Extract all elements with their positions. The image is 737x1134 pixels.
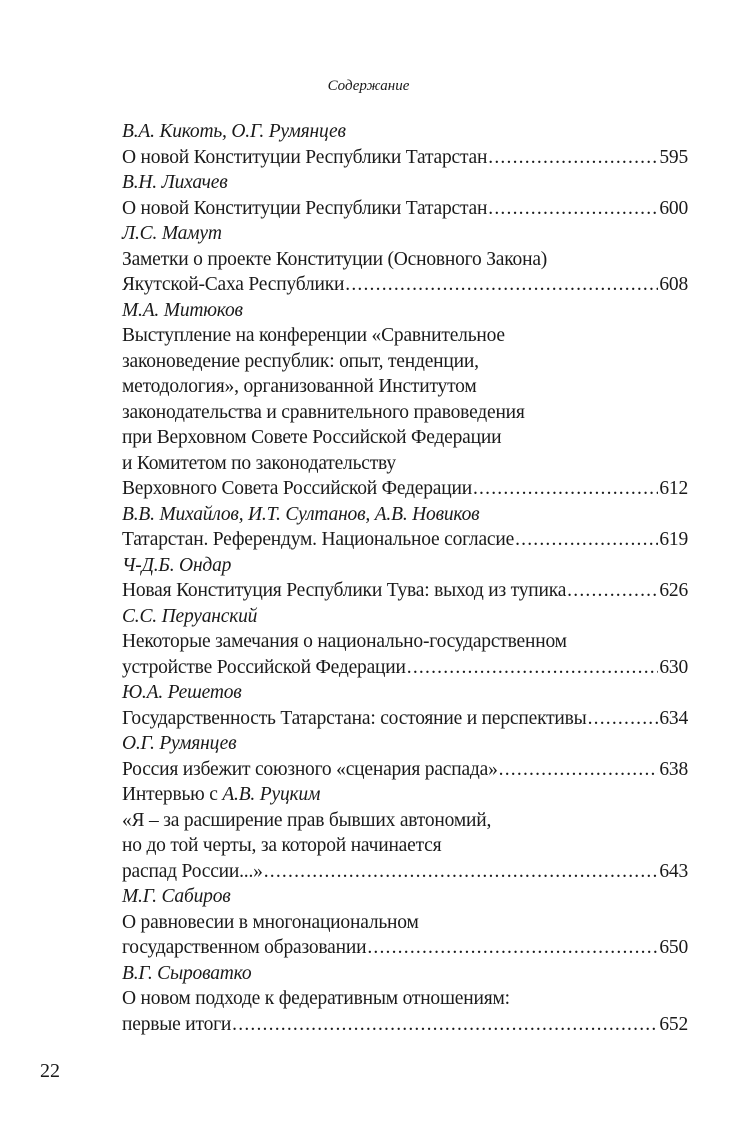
entry-title-last-line [122,272,688,298]
entry-author: В.Г. Сыроватко [122,962,252,984]
toc-entry[interactable] [122,680,688,731]
entry-title-text: распад России...» [122,860,263,882]
author-prefix: Интервью с [122,784,223,805]
table-of-contents [122,119,688,1037]
dot-leader [488,145,658,171]
toc-entry[interactable] [122,884,688,961]
entry-author-line [122,782,688,808]
entry-page-number[interactable]: 638 [659,758,688,780]
entry-author: Ю.А. Решетов [122,682,242,703]
toc-entry[interactable] [122,221,688,298]
dot-leader [473,476,658,502]
toc-entry[interactable] [122,298,688,502]
entry-title-last-line [122,757,688,783]
entry-author: О.Г. Румянцев [122,733,237,754]
entry-title-last-line [122,655,688,681]
page-number: 22 [40,1060,60,1082]
entry-title-text: устройстве Российской Федерации [122,656,406,678]
running-header: Содержание [327,78,410,94]
entry-title-line: законоведение республик: опыт, тенденции, [122,350,479,372]
entry-author: В.А. Кикоть, О.Г. Румянцев [122,121,346,142]
toc-entry[interactable] [122,119,688,170]
entry-author: В.В. Михайлов, И.Т. Султанов, А.В. Новиков [122,503,480,525]
entry-author: Л.С. Мамут [122,223,222,244]
entry-page-number[interactable]: 600 [659,197,688,219]
entry-author: В.Н. Лихачев [122,172,228,193]
toc-entry[interactable] [122,731,688,782]
entry-title-last-line [122,1012,688,1038]
entry-author-line [122,731,688,757]
entry-page-number[interactable]: 626 [659,580,688,601]
toc-entry[interactable] [122,782,688,884]
toc-entry[interactable] [122,961,688,1038]
entry-title-line: но до той черты, за которой начинается [122,835,442,856]
dot-leader [345,272,658,298]
entry-author-line [122,961,688,987]
entry-title-last-line [122,706,688,732]
entry-author-line [122,884,688,910]
entry-title-text: Якутской-Саха Республики [122,274,345,295]
dot-leader [367,935,658,961]
entry-title-line: О новом подходе к федеративным отношениям: [122,988,510,1009]
toc-entry[interactable] [122,604,688,681]
entry-page-number[interactable]: 612 [659,478,688,499]
entry-title-last-line [122,196,688,222]
entry-author-line [122,502,688,528]
dot-leader [264,859,659,885]
toc-entry[interactable] [122,170,688,221]
entry-title-text: Новая Конституция Республики Тува: выход из тупика [122,580,567,601]
entry-title-line: Выступление на конференции «Сравнительное [122,325,505,346]
entry-author: М.А. Митюков [122,299,243,321]
entry-title-line: методология», организованной Институтом [122,376,477,397]
entry-page-number[interactable]: 650 [659,937,688,958]
dot-leader [407,655,659,681]
entry-title-last-line [122,935,688,961]
entry-title-line: законодательства и сравнительного правоведения [122,401,525,423]
entry-author: Ч-Д.Б. Ондар [122,554,232,576]
entry-author: А.В. Руцким [222,784,321,805]
entry-title-last-line [122,145,688,171]
entry-author-line [122,170,688,196]
entry-title-text: государственном образовании [122,937,367,958]
entry-title-last-line [122,578,688,604]
entry-author: С.С. Перуанский [122,605,258,627]
entry-title-text: Татарстан. Референдум. Национальное согласие [122,529,515,550]
entry-author-line [122,298,688,324]
entry-title-last-line [122,859,688,885]
entry-title-text: Государственность Татарстана: состояние и перспективы [122,707,587,729]
entry-author: М.Г. Сабиров [122,886,231,907]
entry-title-text: первые итоги [122,1013,232,1035]
entry-page-number[interactable]: 595 [659,146,688,168]
entry-page-number[interactable]: 619 [659,529,688,550]
entry-title-text: О новой Конституции Республики Татарстан [122,146,488,168]
entry-title-last-line [122,476,688,502]
entry-page-number[interactable]: 643 [659,860,688,882]
entry-author-line [122,680,688,706]
entry-title-line: О равновесии в многонациональном [122,911,419,933]
entry-page-number[interactable]: 652 [659,1013,688,1035]
entry-title-line: при Верховном Совете Российской Федерации [122,427,502,448]
entry-author-line [122,604,688,630]
dot-leader [232,1012,658,1038]
entry-page-number[interactable]: 634 [659,707,688,729]
toc-entry[interactable] [122,502,688,553]
dot-leader [588,706,659,732]
dot-leader [499,757,659,783]
entry-title-last-line [122,527,688,553]
entry-page-number[interactable]: 608 [659,274,688,295]
entry-title-line: «Я – за расширение прав бывших автономий, [122,809,492,831]
entry-title-text: Россия избежит союзного «сценария распада» [122,758,498,780]
entry-title-text: О новой Конституции Республики Татарстан [122,197,488,219]
dot-leader [515,527,658,553]
toc-entry[interactable] [122,553,688,604]
entry-title-line: Заметки о проекте Конституции (Основного Закона) [122,248,548,270]
dot-leader [567,578,658,604]
entry-author-line [122,119,688,145]
entry-author-line [122,553,688,579]
entry-author-line [122,221,688,247]
dot-leader [488,196,658,222]
entry-page-number[interactable]: 630 [659,656,688,678]
entry-title-text: Верховного Совета Российской Федерации [122,478,472,499]
entry-title-line: Некоторые замечания о национально-государственном [122,631,567,652]
entry-title-line: и Комитетом по законодательству [122,452,396,474]
